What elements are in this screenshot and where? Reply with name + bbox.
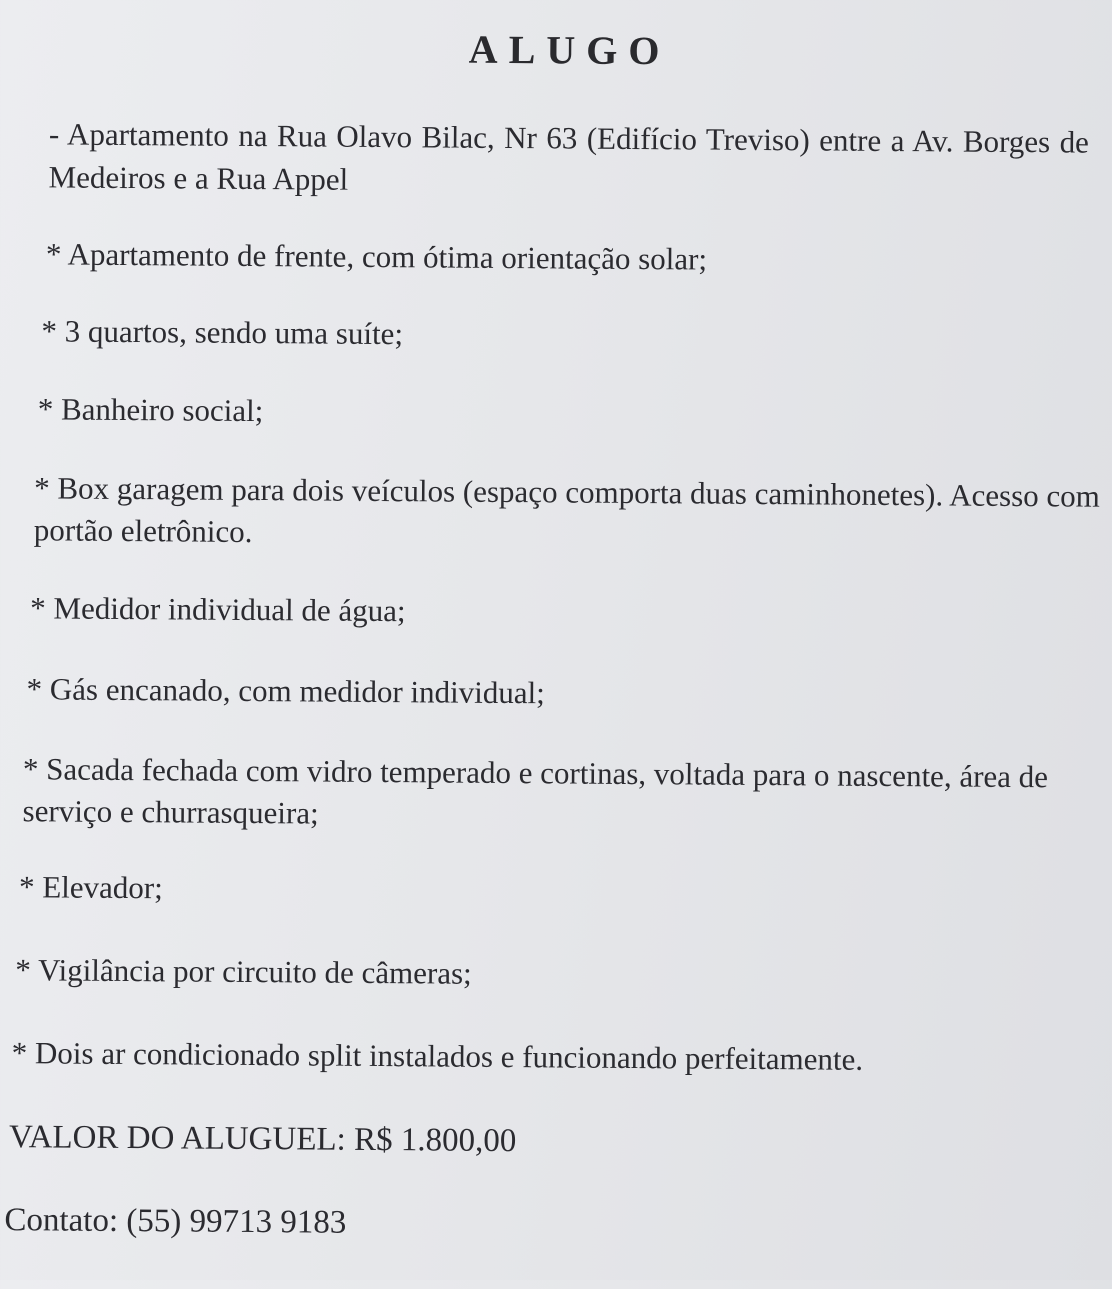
- feature-balcony: * Sacada fechada com vidro temperado e cortinas, voltada para o nascente, área de serviço e churrasqueira;: [22, 751, 1049, 831]
- contact-phone: Contato: (55) 99713 9183: [4, 1202, 347, 1241]
- feature-bedrooms: * 3 quartos, sendo uma suíte;: [41, 313, 404, 352]
- feature-gas: * Gás encanado, com medidor individual;: [26, 671, 545, 711]
- feature-surveillance: * Vigilância por circuito de câmeras;: [15, 952, 472, 991]
- feature-garage: * Box garagem para dois veículos (espaço comporta duas caminhonetes). Acesso com portão eletrônico.: [33, 470, 1101, 549]
- feature-water-meter: * Medidor individual de água;: [30, 590, 406, 629]
- feature-bathroom: * Banheiro social;: [37, 391, 264, 429]
- feature-air-conditioning: * Dois ar condicionado split instalados e funcionando perfeitamente.: [11, 1035, 864, 1077]
- feature-elevator: * Elevador;: [18, 869, 163, 906]
- property-address: - Apartamento na Rua Olavo Bilac, Nr 63 (Edifício Treviso) entre a Av. Borges de Medeiros e a Rua Appel: [48, 116, 1090, 197]
- notice-title: ALUGO: [468, 26, 671, 74]
- rent-price: VALOR DO ALUGUEL: R$ 1.800,00: [8, 1119, 517, 1160]
- feature-orientation: * Apartamento de frente, com ótima orientação solar;: [45, 236, 708, 277]
